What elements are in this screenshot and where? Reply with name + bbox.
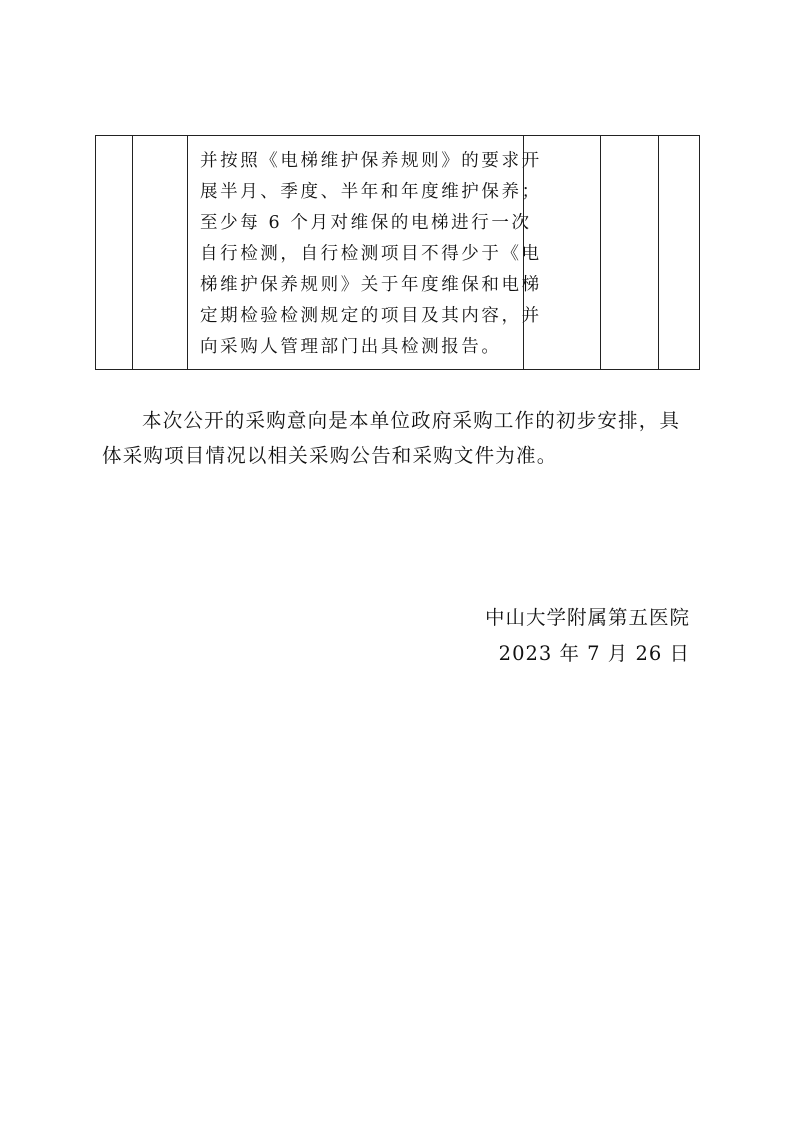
signature-date: 2023 年 7 月 26 日: [498, 642, 690, 665]
requirement-line: 并按照《电梯维护保养规则》的要求开: [200, 151, 542, 171]
requirement-line: 梯维护保养规则》关于年度维保和电梯: [200, 275, 542, 295]
signature-block: [485, 600, 690, 672]
table-cell-project-name: [133, 136, 188, 370]
requirement-line: 定期检验检测规定的项目及其内容，并: [200, 306, 542, 326]
notice-line-1: 本次公开的采购意向是本单位政府采购工作的初步安排，具: [142, 409, 681, 432]
table-cell-time: [601, 136, 659, 370]
procurement-table-continuation: [95, 135, 700, 370]
table-cell-requirements: [188, 136, 542, 370]
requirement-line: 自行检测，自行检测项目不得少于《电: [200, 244, 542, 264]
notice-paragraph: [102, 403, 702, 473]
table-cell-remarks: [659, 136, 700, 370]
notice-line-2: 体采购项目情况以相关采购公告和采购文件为准。: [102, 444, 558, 467]
requirement-line: 至少每 6 个月对维保的电梯进行一次: [200, 213, 532, 233]
requirement-line: 向采购人管理部门出具检测报告。: [200, 337, 502, 357]
requirement-line: 展半月、季度、半年和年度维护保养；: [200, 182, 542, 202]
signature-organization: 中山大学附属第五医院: [484, 606, 690, 629]
table-cell-serial: [96, 136, 133, 370]
table-row: [96, 136, 700, 370]
